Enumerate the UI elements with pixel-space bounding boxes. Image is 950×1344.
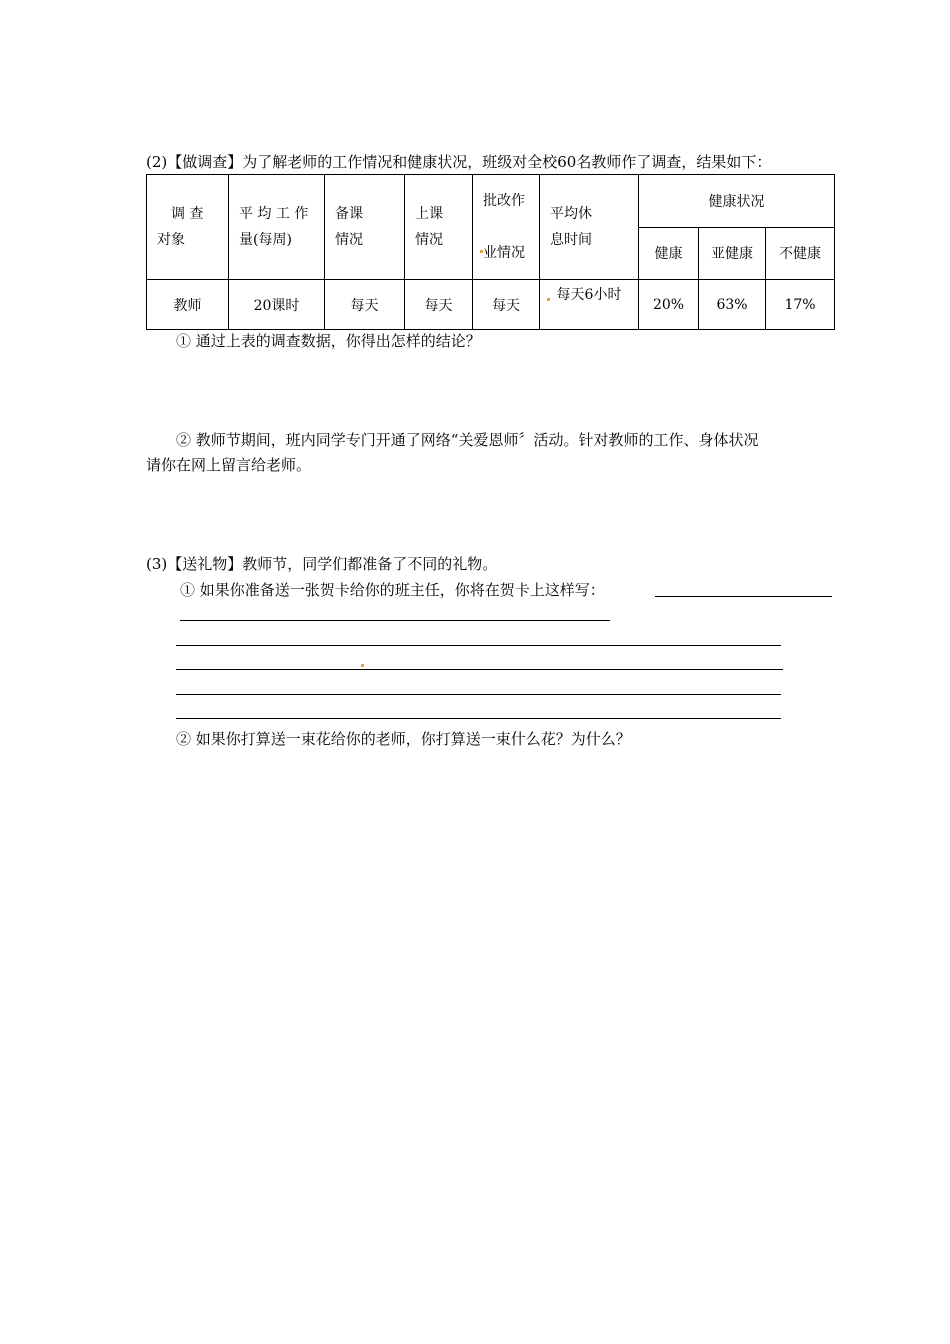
mark-dot	[547, 298, 550, 301]
header-unhealthy: 不健康	[766, 227, 835, 280]
table-row	[147, 280, 835, 330]
question-3-1: ① 如果你准备送一张贺卡给你的班主任，你将在贺卡上这样写：	[180, 581, 605, 599]
header-grading: 批改作 业情况	[473, 175, 540, 280]
answer-blank[interactable]	[176, 718, 781, 719]
header-subhealthy: 亚健康	[699, 227, 766, 280]
answer-blank[interactable]	[180, 620, 610, 621]
cell-healthy: 20%	[639, 280, 699, 330]
answer-blank[interactable]	[176, 669, 783, 670]
question-2-2-continued: 请你在网上留言给老师。	[146, 456, 312, 474]
header-prep: 备课 情况	[325, 175, 405, 280]
mark-dot	[480, 250, 483, 253]
section2-heading: (2)【做调查】为了解老师的工作情况和健康状况，班级对全校60名教师作了调查，结果如下：	[146, 153, 772, 171]
cell-grading: 每天	[473, 280, 540, 330]
answer-blank[interactable]	[176, 645, 781, 646]
answer-blank[interactable]	[655, 596, 832, 597]
header-rest: 平均休 息时间	[540, 175, 639, 280]
cell-class: 每天	[405, 280, 473, 330]
answer-blank[interactable]	[176, 694, 781, 695]
header-class: 上课 情况	[405, 175, 473, 280]
question-3-2: ② 如果你打算送一束花给你的老师，你打算送一束什么花？为什么？	[176, 730, 631, 748]
cell-unhealthy: 17%	[766, 280, 835, 330]
cell-subhealthy: 63%	[699, 280, 766, 330]
cell-workload: 20课时	[229, 280, 325, 330]
header-subject: 调 查 对象	[147, 175, 229, 280]
header-health: 健康状况	[639, 175, 835, 228]
question-2-1: ① 通过上表的调查数据，你得出怎样的结论？	[176, 332, 481, 350]
mark-dot	[361, 664, 364, 667]
cell-subject: 教师	[147, 280, 229, 330]
header-healthy: 健康	[639, 227, 699, 280]
cell-rest: 每天6小时	[540, 280, 639, 330]
survey-table	[146, 174, 835, 330]
header-workload: 平 均 工 作 量(每周)	[229, 175, 325, 280]
cell-prep: 每天	[325, 280, 405, 330]
question-2-2: ② 教师节期间，班内同学专门开通了网络“关爱恩师〞活动。针对教师的工作、身体状况	[176, 431, 759, 449]
section3-heading: (3)【送礼物】教师节，同学们都准备了不同的礼物。	[146, 555, 498, 573]
